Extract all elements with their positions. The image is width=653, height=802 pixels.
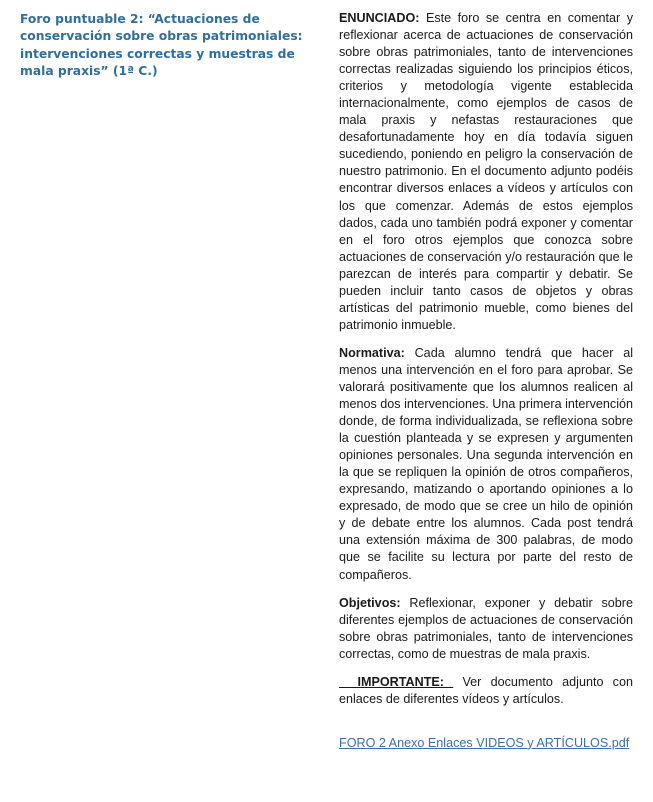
normativa-text: Cada alumno tendrá que hacer al menos una intervención en el foro para aprobar. Se valorará positivamente que los alumnos realicen al menos dos intervenciones. Una primera intervención donde, de forma individualizada, se reflexiona sobre la cuestión planteada y se expresen y argumenten opiniones personales. Una segunda intervención en la que se repliquen la opinión de otros compañeros, expresando, matizando o aportando opiniones a lo expresado, de modo que se cree un hilo de opinión y de debate entre los alumnos. Cada post tendrá una extensión máxima de 300 palabras, de modo que se facilite su lectura por parte del resto de compañeros.	[339, 345, 634, 582]
attachment-link[interactable]: FORO 2 Anexo Enlaces VIDEOS y ARTÍCULOS.pdf	[339, 735, 630, 750]
forum-description	[339, 10, 633, 763]
normativa-paragraph	[339, 345, 633, 584]
forum-title: Foro puntuable 2: “Actuaciones de conservación sobre obras patrimoniales: intervenciones correctas y muestras de mala praxis” (1ª C.)	[20, 12, 303, 78]
importante-label: IMPORTANTE:	[357, 674, 444, 689]
enunciado-label: ENUNCIADO:	[339, 11, 420, 25]
enunciado-paragraph	[339, 10, 633, 334]
normativa-label: Normativa:	[339, 345, 405, 360]
importante-text: Ver documento adjunto con enlaces de diferentes vídeos y artículos.	[339, 674, 633, 706]
attachment-paragraph	[339, 735, 633, 752]
objetivos-text: Reflexionar, exponer y debatir sobre diferentes ejemplos de actuaciones de conservación sobre obras patrimoniales, tanto de intervenciones correctas, como de muestras de mala praxis.	[339, 595, 633, 661]
importante-paragraph	[339, 674, 633, 708]
enunciado-text: Este foro se centra en comentar y reflexionar acerca de actuaciones de conservación sobre obras patrimoniales, tanto de intervenciones correctas realizadas siguiendo los principios éticos, criterios y metodología vigente establecida internacionalmente, como ejemplos de casos de mala praxis y nefastas restauraciones que desafortunadamente hoy en día todavía siguen sucediendo, poniendo en peligro la conservación de nuestro patrimonio. En el documento adjunto podéis encontrar diversos enlaces a vídeos y artículos con los que comenzar. Además de estos ejemplos dados, cada uno también podrá exponer y comentar en el foro otros ejemplos que conozca sobre actuaciones de conservación y/o restauración que le parezcan de interés para compartir y debatir. Se pueden incluir tanto casos de objetos y obras artísticas del patrimonio mueble, como bienes del patrimonio inmueble.	[339, 11, 633, 332]
left-column	[20, 11, 320, 80]
objetivos-paragraph	[339, 595, 633, 663]
objetivos-label: Objetivos:	[339, 595, 401, 610]
